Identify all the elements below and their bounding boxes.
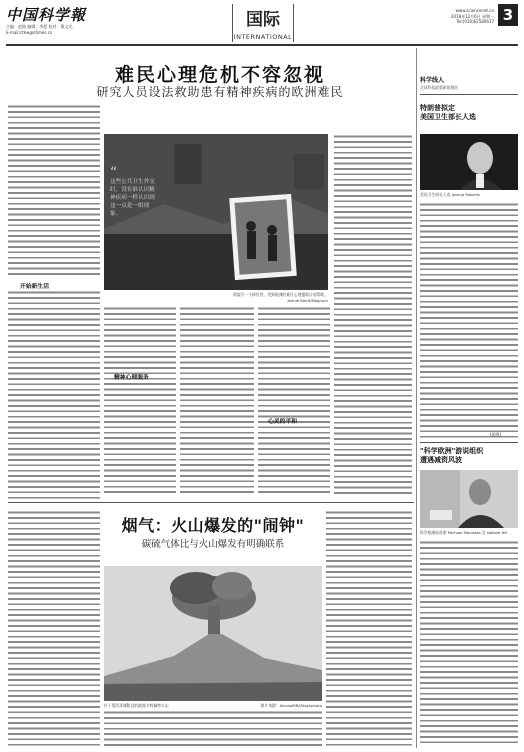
sidebar-body-2 (420, 540, 518, 746)
photo-credit: Jennie Baird/Magnum (287, 298, 328, 303)
section-title-en: INTERNATIONAL (233, 33, 293, 41)
lead-section-title: 开始新生活 (20, 284, 49, 290)
portrait2-image (420, 470, 518, 528)
masthead (6, 4, 518, 44)
volcano-body-col2 (104, 710, 322, 748)
page-number: 3 (498, 4, 518, 26)
sidebar-portrait-2 (420, 470, 518, 528)
sidebar-headline-2: "科学欧洲"游说组织 遭遇减资风波 (420, 447, 484, 464)
section-title-cn: 国际 (246, 10, 280, 30)
lead-section-title-3: 心灵的平和 (268, 419, 297, 425)
lead-body-col4 (258, 306, 330, 494)
sidebar-column-tag: 科学线人 (420, 77, 445, 84)
sidebar-portrait-caption: 美国卫生部长人选 Joshua Roberts (420, 192, 480, 197)
volcano-image (104, 566, 322, 701)
quote-mark-icon: “ (110, 165, 118, 181)
lead-body-col5 (334, 134, 412, 494)
story-divider (8, 502, 414, 503)
sidebar-portrait (420, 134, 518, 190)
pull-quote: “ 这些公共卫生外交时，没有谁认识精神疾病一样认识到这一点是一组现象。 (110, 168, 160, 218)
volcano-subhead: 碳硫气体比与火山爆发有明确联系 (141, 539, 285, 550)
volcano-caption: 位于墨西哥城附近的波波卡特佩特火山 (104, 703, 169, 708)
editor-info: 主编：赵路 编辑：李恩 校对：曹文光 E-mail:ctkw@stimes.cn (6, 24, 73, 35)
sidebar-column-sub: 全球科技政策新闻聚焦 (420, 85, 458, 90)
volcano-photo (104, 566, 322, 701)
photo-caption-left: 阿富汗一个移民营，受到欧洲的难民心理援助计划帮助。 (233, 292, 328, 297)
column-divider (416, 48, 417, 748)
lead-body-col1b (8, 290, 100, 500)
issue-info: www.sciencenet.cn 2018年12月6日 星期一 Tel:(010)62580617 (450, 8, 494, 24)
sidebar-rule-2 (420, 442, 518, 443)
lead-body-col2 (104, 306, 176, 494)
masthead-rule (6, 44, 518, 46)
section-banner (232, 4, 294, 42)
volcano-credit: 图片来源：AlonsoMR/iStockphoto (260, 703, 322, 708)
lead-headline: 难民心理危机不容忽视 (114, 64, 325, 86)
volcano-body-col1 (8, 510, 100, 746)
sidebar-portrait-2-caption: 科学欧洲前首席 Michael Mendoza 及 Natalie Hill (420, 530, 508, 535)
sidebar-rule (420, 94, 518, 95)
newspaper-logo: 中国科学報 (6, 6, 87, 24)
sidebar-author: (胡珉) (490, 432, 502, 437)
portrait-image (420, 134, 518, 190)
lead-body-col1 (8, 104, 100, 276)
volcano-headline: 烟气：火山爆发的"闹钟" (121, 516, 305, 535)
lead-subhead: 研究人员设法救助患有精神疾病的欧洲难民 (96, 85, 344, 99)
lead-section-title-2: 精神心理服务 (114, 375, 149, 381)
lead-body-col3 (180, 306, 254, 494)
volcano-body-col3 (326, 510, 412, 746)
sidebar-body (420, 202, 518, 438)
sidebar-headline: 特朗普拟定 美国卫生部长人选 (420, 104, 476, 121)
